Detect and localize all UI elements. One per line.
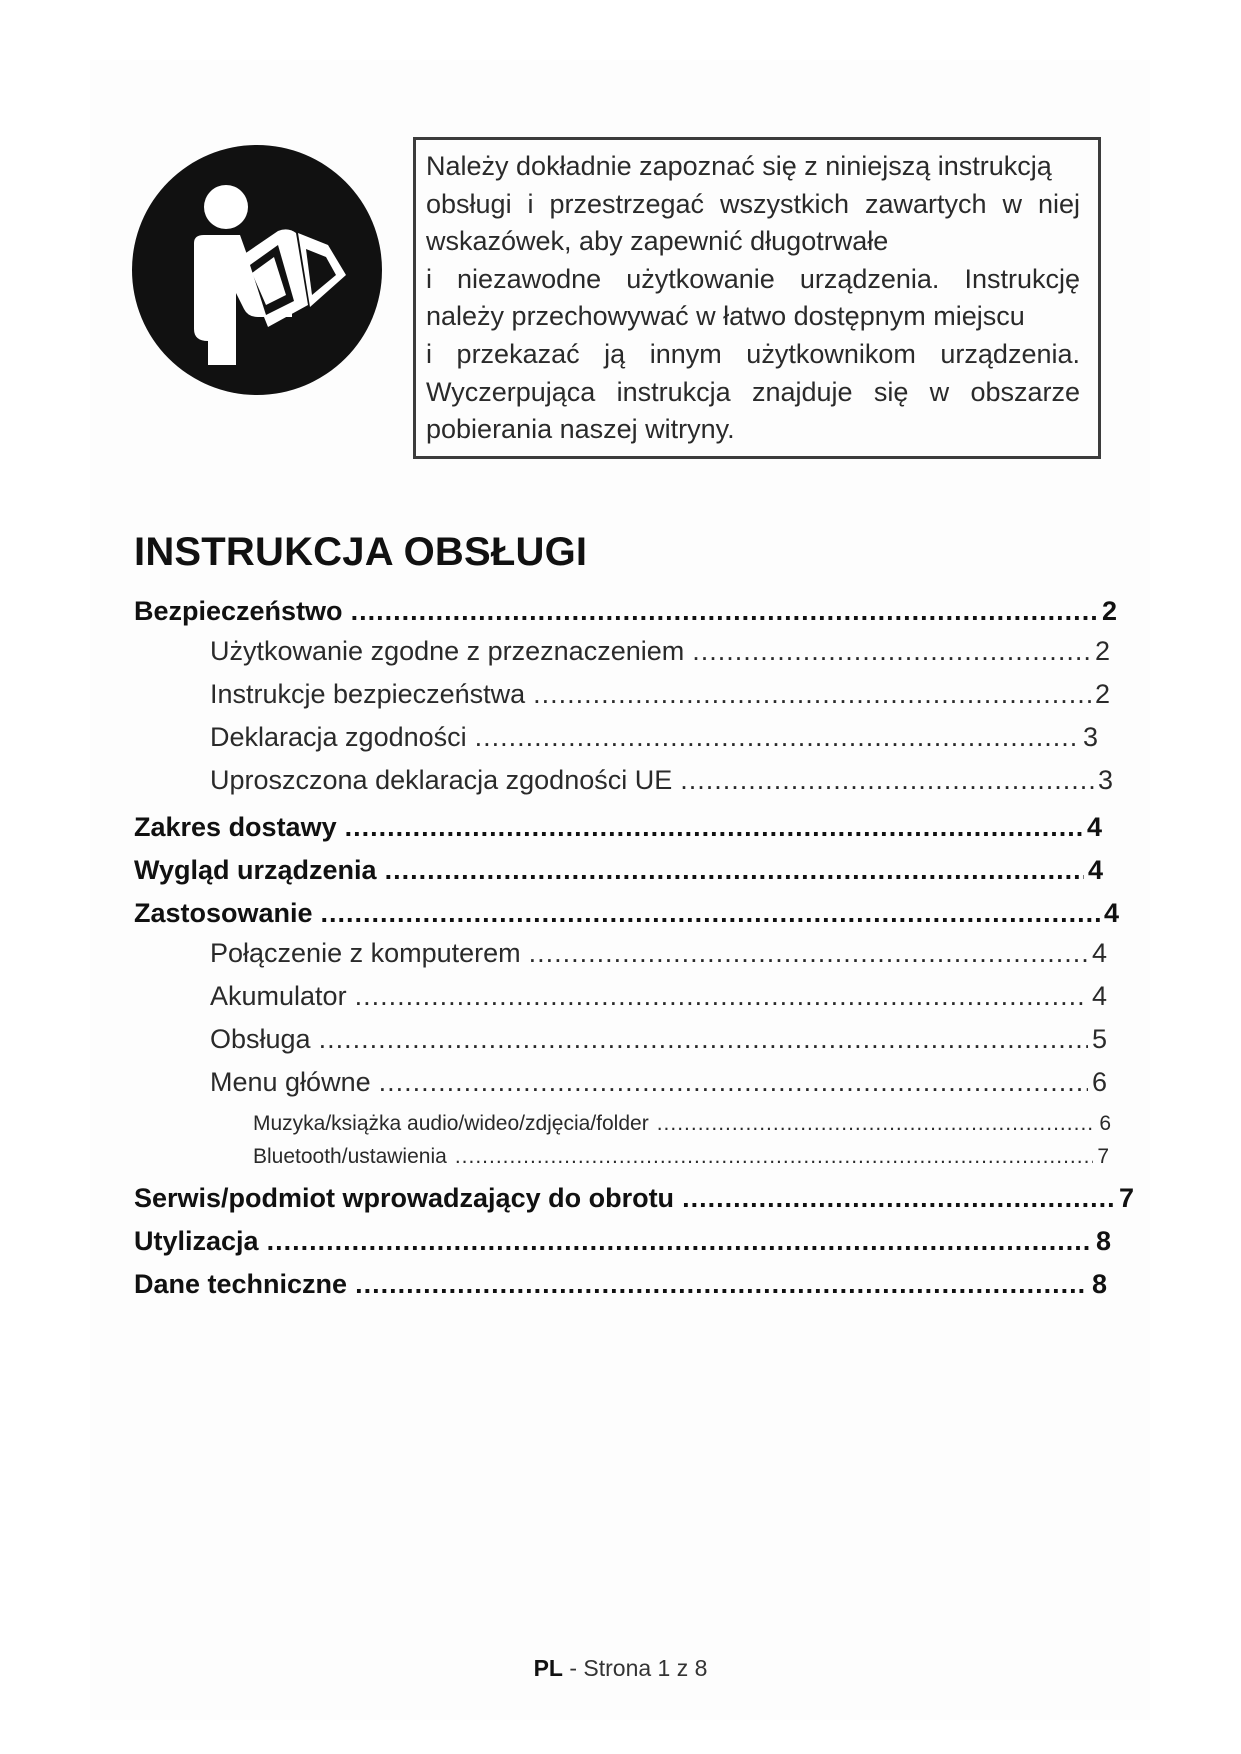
toc-entry-page: 4 [1087,855,1103,885]
toc-entry[interactable] [134,1269,1107,1300]
toc-leader [351,596,1098,627]
toc-entry-label: Bluetooth/ustawienia [253,1145,447,1168]
toc-entry-label: Menu główne [210,1067,371,1097]
toc-entry[interactable] [210,1067,1107,1098]
toc-entry-page: 8 [1091,1269,1107,1299]
toc-entry-page: 2 [1094,636,1110,666]
toc-entry[interactable] [253,1112,1111,1136]
toc-entry-label: Utylizacja [134,1226,259,1256]
toc-leader [385,855,1084,886]
toc-entry-label: Muzyka/książka audio/wideo/zdjęcia/folder [253,1112,649,1135]
notice-line: i przekazać ją innym użytkownikom urządzenia. [426,338,1080,369]
notice-box [413,137,1101,459]
toc-leader [455,1145,1094,1169]
toc-entry-page: 2 [1094,679,1110,709]
toc-entry-label: Obsługa [210,1024,311,1054]
document-title: INSTRUKCJA OBSŁUGI [134,530,588,574]
toc-entry[interactable] [253,1145,1109,1169]
toc-entry-page: 4 [1103,898,1119,928]
toc-entry-label: Uproszczona deklaracja zgodności UE [210,765,673,795]
toc-entry[interactable] [134,812,1102,843]
toc-leader [680,765,1094,796]
toc-entry[interactable] [210,722,1098,753]
notice-line: pobierania naszej witryny. [426,414,735,445]
footer-page-number: - Strona 1 z 8 [569,1655,708,1681]
toc-entry-page: 8 [1095,1226,1111,1256]
read-manual-icon [132,145,382,395]
notice-line: wskazówek, aby zapewnić długotrwałe [426,226,889,257]
toc-entry-page: 3 [1097,765,1113,795]
toc-entry-label: Dane techniczne [134,1269,348,1299]
toc-entry[interactable] [134,855,1103,886]
toc-leader [321,898,1100,929]
toc-entry-label: Użytkowanie zgodne z przeznaczeniem [210,636,685,666]
toc-entry-page: 6 [1099,1112,1111,1135]
toc-entry-page: 4 [1086,812,1102,842]
page-footer [0,1655,1241,1682]
toc-entry-label: Akumulator [210,981,347,1011]
notice-line: Wyczerpująca instrukcja znajduje się w obszarze [426,376,1080,407]
toc-entry-page: 5 [1091,1024,1107,1054]
notice-line: należy przechowywać w łatwo dostępnym miejscu [426,301,1025,332]
toc-entry-page: 7 [1118,1183,1134,1213]
footer-language: PL [533,1655,563,1681]
toc-entry-page: 4 [1091,938,1107,968]
toc-entry[interactable] [134,1226,1111,1257]
toc-leader [355,1269,1088,1300]
toc-entry[interactable] [134,596,1117,627]
toc-entry-page: 6 [1091,1067,1107,1097]
toc-leader [657,1112,1096,1136]
toc-entry[interactable] [210,938,1107,969]
toc-entry[interactable] [210,679,1110,710]
toc-entry-label: Deklaracja zgodności [210,722,467,752]
toc-entry-page: 2 [1101,596,1117,626]
toc-leader [267,1226,1092,1257]
toc-entry-page: 7 [1097,1145,1109,1168]
toc-entry-page: 4 [1091,981,1107,1011]
toc-leader [355,981,1088,1012]
toc-entry-page: 3 [1082,722,1098,752]
toc-leader [682,1183,1115,1214]
toc-entry[interactable] [210,765,1113,796]
toc-leader [692,636,1091,667]
toc-entry[interactable] [134,898,1119,929]
toc-leader [319,1024,1088,1055]
toc-entry[interactable] [210,636,1110,667]
toc-entry[interactable] [210,1024,1107,1055]
toc-entry-label: Serwis/podmiot wprowadzający do obrotu [134,1183,675,1213]
notice-line: Należy dokładnie zapoznać się z niniejszą instrukcją [426,151,1052,181]
toc-entry-label: Instrukcje bezpieczeństwa [210,679,526,709]
toc-entry-label: Zakres dostawy [134,812,337,842]
notice-line: i niezawodne użytkowanie urządzenia. Instrukcję [426,263,1080,294]
toc-leader [379,1067,1088,1098]
toc-leader [475,722,1079,753]
toc-entry-label: Bezpieczeństwo [134,596,343,626]
notice-line: obsługi i przestrzegać wszystkich zawartych w niej [426,188,1080,219]
toc-entry-label: Zastosowanie [134,898,313,928]
toc-entry-label: Połączenie z komputerem [210,938,521,968]
toc-entry[interactable] [134,1183,1134,1214]
toc-leader [529,938,1088,969]
toc-leader [345,812,1083,843]
toc-entry-label: Wygląd urządzenia [134,855,377,885]
toc-entry[interactable] [210,981,1107,1012]
toc-leader [533,679,1091,710]
